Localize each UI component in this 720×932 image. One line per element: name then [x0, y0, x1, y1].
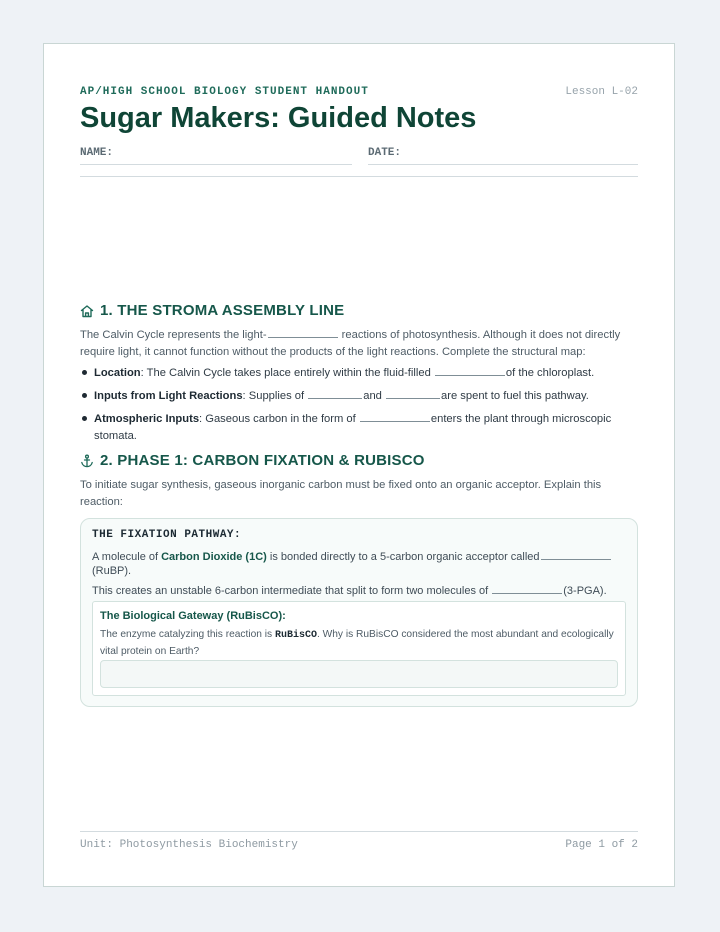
list-item-light-inputs	[94, 387, 638, 405]
name-label: NAME:	[80, 147, 114, 159]
light-inputs-text-end: are spent to fuel this pathway.	[441, 390, 589, 402]
atmospheric-text-end: enters the plant through microscopic stomata.	[94, 413, 612, 442]
rubp-blank[interactable]	[541, 548, 611, 560]
rubisco-inset-heading: The Biological Gateway (RuBisCO):	[100, 610, 286, 622]
section-2-heading	[80, 452, 638, 472]
rubisco-code: RuBisCO	[274, 630, 317, 641]
fixation-pathway-box	[80, 518, 638, 707]
name-field[interactable]	[80, 147, 352, 165]
location-text-end: of the chloroplast.	[505, 367, 595, 379]
rubisco-question	[100, 627, 617, 660]
fixation-line-1-a: A molecule of	[92, 551, 162, 563]
student-info-row	[80, 147, 638, 165]
list-item-location	[94, 364, 638, 382]
page-content	[80, 44, 638, 886]
course-kicker: AP/HIGH SCHOOL BIOLOGY STUDENT HANDOUT	[80, 86, 369, 98]
atmospheric-text: : Gaseous carbon in the form of	[199, 413, 359, 425]
fixation-line-2	[92, 582, 619, 598]
fixation-line-1-b: is bonded directly to a 5-carbon organic acceptor called	[266, 551, 540, 563]
rubisco-answer-field[interactable]	[100, 660, 618, 688]
section-1-heading	[80, 302, 638, 322]
footer-unit: Unit: Photosynthesis Biochemistry	[80, 839, 298, 851]
atmospheric-term: Atmospheric Inputs	[94, 413, 200, 425]
intro-text-b: reactions of photosynthesis. Although it does not directly require light, it cannot function without the products of the light reactions. Complete the structural map:	[80, 329, 621, 358]
date-field[interactable]	[368, 147, 638, 165]
light-inputs-text: : Supplies of	[242, 390, 308, 402]
section-2-intro: To initiate sugar synthesis, gaseous inorganic carbon must be fixed onto an organic acceptor. Explain this reaction:	[80, 479, 602, 508]
page-title: Sugar Makers: Guided Notes	[80, 102, 477, 134]
co2-blank[interactable]	[360, 410, 430, 422]
header-divider	[80, 176, 638, 177]
light-reactions-blank[interactable]	[268, 326, 338, 338]
section-2-title: 2. PHASE 1: CARBON FIXATION & RUBISCO	[100, 452, 425, 469]
footer-page-number: Page 1 of 2	[565, 839, 638, 851]
rubisco-question-a: The enzyme catalyzing this reaction is	[100, 629, 275, 640]
rubisco-inset	[92, 601, 626, 696]
home-icon	[80, 304, 94, 322]
handout-page	[43, 43, 675, 887]
fixation-line-2-a: This creates an unstable 6-carbon intermediate that split to form two molecules of	[92, 585, 492, 597]
3pga-blank[interactable]	[492, 582, 562, 594]
footer-divider	[80, 831, 638, 832]
fixation-box-heading: THE FIXATION PATHWAY:	[92, 529, 242, 541]
fixation-line-2-end: (3-PGA).	[563, 585, 607, 597]
fixation-line-1	[92, 548, 619, 578]
light-inputs-term: Inputs from Light Reactions	[94, 390, 243, 402]
carbon-dioxide-term: Carbon Dioxide (1C)	[161, 551, 267, 563]
location-text: : The Calvin Cycle takes place entirely within the fluid-filled	[140, 367, 434, 379]
atp-blank[interactable]	[308, 387, 362, 399]
lesson-code: Lesson L-02	[565, 86, 638, 98]
list-item-atmospheric-inputs	[94, 410, 638, 445]
location-term: Location	[94, 367, 141, 379]
rubisco-question-b: . Why is RuBisCO considered the most abundant and ecologically vital protein on Earth?	[100, 629, 614, 657]
structural-map-list	[80, 364, 638, 450]
fixation-line-1-end: (RuBP).	[92, 565, 132, 577]
nadph-blank[interactable]	[386, 387, 440, 399]
date-label: DATE:	[368, 147, 402, 159]
section-1-intro	[80, 326, 638, 361]
anchor-icon	[80, 454, 94, 472]
section-1-title: 1. THE STROMA ASSEMBLY LINE	[100, 302, 345, 319]
stroma-blank[interactable]	[435, 364, 505, 376]
light-inputs-and: and	[363, 390, 386, 402]
intro-text-a: The Calvin Cycle represents the light-	[80, 329, 267, 341]
